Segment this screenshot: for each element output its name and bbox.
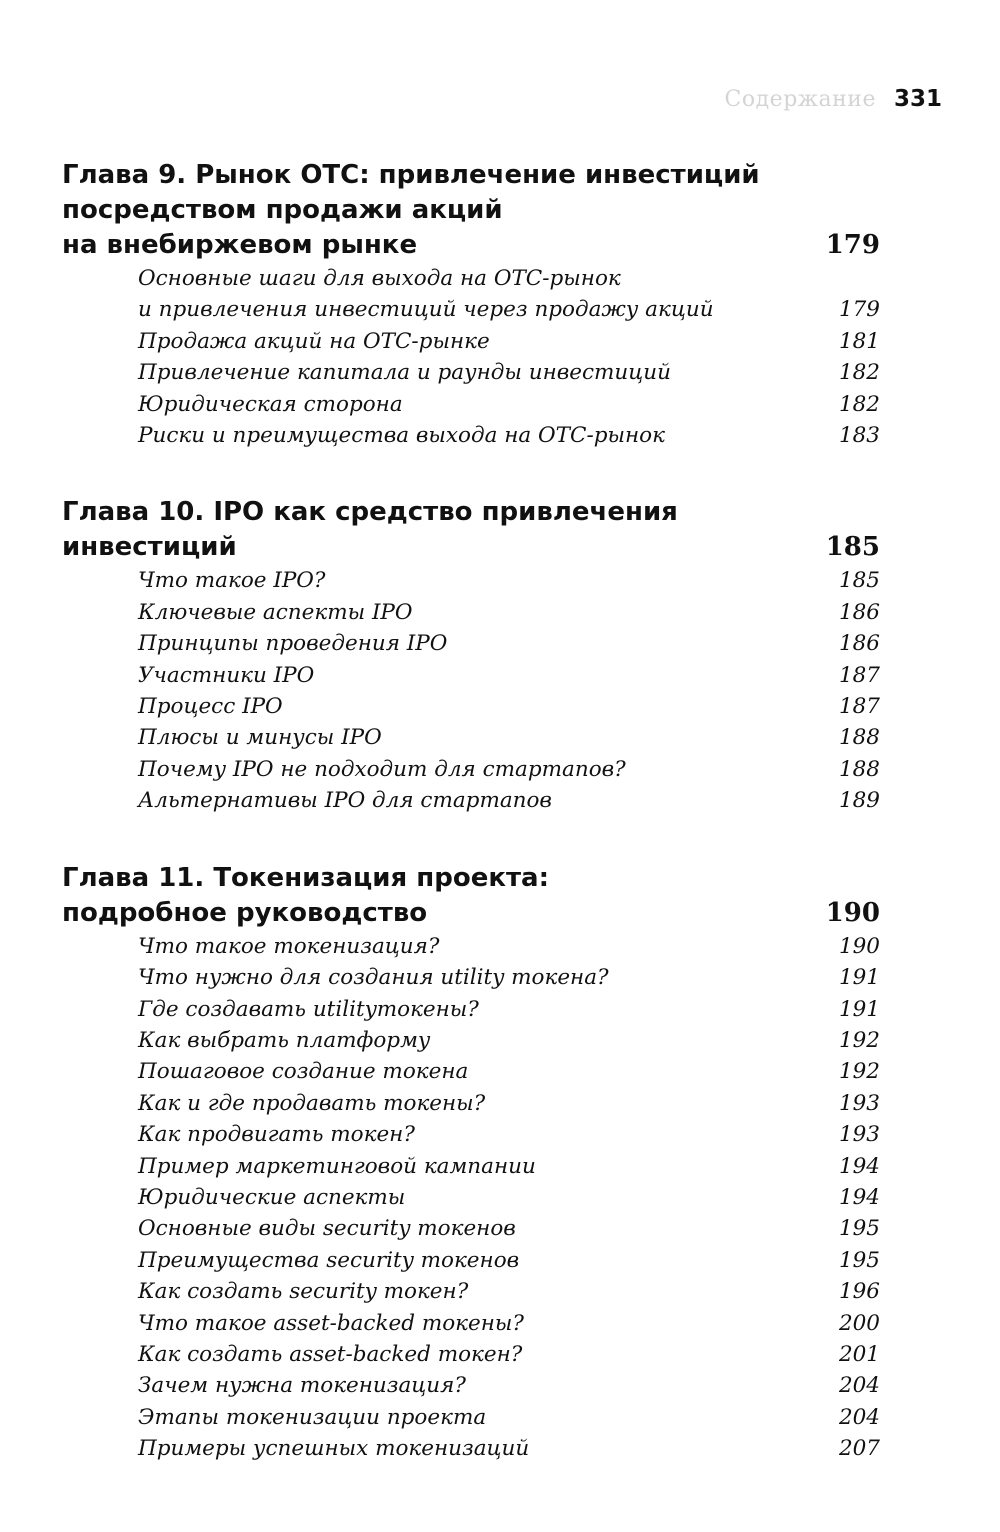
section-entry[interactable] <box>62 785 880 816</box>
section-title: Принципы проведения IPO <box>138 631 448 657</box>
section-entry[interactable] <box>62 263 880 326</box>
section-entry[interactable] <box>62 722 880 753</box>
toc-chapter <box>62 495 880 816</box>
chapter-heading[interactable] <box>62 158 880 263</box>
section-entry[interactable] <box>62 1339 880 1370</box>
section-page-number: 194 <box>838 1184 880 1210</box>
section-entry[interactable] <box>62 1119 880 1150</box>
section-page-number: 194 <box>838 1153 880 1179</box>
section-page-number: 204 <box>838 1404 880 1430</box>
section-entry[interactable] <box>62 357 880 388</box>
section-entry[interactable] <box>62 326 880 357</box>
section-page-number: 189 <box>838 788 880 814</box>
section-page-number: 183 <box>838 423 880 449</box>
section-entry[interactable] <box>62 1056 880 1087</box>
section-title: Что такое IPO? <box>138 568 326 594</box>
running-head-title: Содержание <box>724 87 876 112</box>
section-title: Как создать security токен? <box>138 1279 469 1305</box>
section-title: Плюсы и минусы IPO <box>138 725 382 751</box>
section-title: Что такое токенизация? <box>138 933 440 959</box>
section-entry[interactable] <box>62 565 880 596</box>
section-title: Юридическая сторона <box>138 391 403 417</box>
section-page-number: 188 <box>838 756 880 782</box>
section-title: Продажа акций на OTC-рынке <box>138 328 490 354</box>
section-page-number: 190 <box>838 933 880 959</box>
section-page-number: 191 <box>838 996 880 1022</box>
chapter-title: Глава 9. Рынок OTC: привлечение инвестиций посредством продажи акций на внебиржевом рынке <box>62 160 760 260</box>
section-entry[interactable] <box>62 1182 880 1213</box>
section-entry[interactable] <box>62 420 880 451</box>
chapter-title: Глава 10. IPO как средство привлечения инвестиций <box>62 497 678 563</box>
toc-chapter <box>62 861 880 1465</box>
section-page-number: 191 <box>838 965 880 991</box>
section-page-number: 200 <box>838 1310 880 1336</box>
section-title: Процесс IPO <box>138 694 283 720</box>
chapter-heading[interactable] <box>62 495 880 565</box>
section-title: Как создать asset-backed токен? <box>138 1341 523 1367</box>
section-title: Как выбрать платформу <box>138 1027 431 1053</box>
section-entry[interactable] <box>62 1276 880 1307</box>
section-title: Преимущества security токенов <box>138 1247 520 1273</box>
section-title: Что нужно для создания utility токена? <box>138 965 609 991</box>
section-title: Как и где продавать токены? <box>138 1090 486 1116</box>
section-title: Что такое asset-backed токены? <box>138 1310 524 1336</box>
section-title: Привлечение капитала и раунды инвестиций <box>138 360 671 386</box>
section-entry[interactable] <box>62 1088 880 1119</box>
chapter-heading[interactable] <box>62 861 880 931</box>
section-page-number: 192 <box>838 1027 880 1053</box>
section-entry[interactable] <box>62 660 880 691</box>
section-page-number: 192 <box>838 1059 880 1085</box>
section-title: Основные виды security токенов <box>138 1216 516 1242</box>
chapter-page-number: 190 <box>825 897 880 928</box>
section-title: Где создавать utilityтокены? <box>138 996 479 1022</box>
section-list <box>62 565 880 816</box>
toc-chapter <box>62 158 880 451</box>
table-of-contents <box>62 158 880 1465</box>
running-head <box>725 86 942 112</box>
section-title: Почему IPO не подходит для стартапов? <box>138 756 626 782</box>
section-entry[interactable] <box>62 1025 880 1056</box>
section-page-number: 195 <box>838 1216 880 1242</box>
section-page-number: 182 <box>838 360 880 386</box>
section-entry[interactable] <box>62 1402 880 1433</box>
page-number: 331 <box>893 86 942 112</box>
section-title: Зачем нужна токенизация? <box>138 1373 466 1399</box>
section-entry[interactable] <box>62 628 880 659</box>
section-page-number: 186 <box>838 599 880 625</box>
section-title: Примеры успешных токенизаций <box>138 1436 530 1462</box>
section-title: Основные шаги для выхода на OTC-рынок и привлечения инвестиций через продажу акций <box>138 266 714 323</box>
section-entry[interactable] <box>62 1370 880 1401</box>
section-title: Пошаговое создание токена <box>138 1059 469 1085</box>
chapter-page-number: 179 <box>825 230 880 260</box>
section-title: Пример маркетинговой кампании <box>138 1153 536 1179</box>
section-page-number: 181 <box>838 328 880 354</box>
section-page-number: 204 <box>838 1373 880 1399</box>
section-entry[interactable] <box>62 931 880 962</box>
section-title: Как продвигать токен? <box>138 1122 415 1148</box>
section-entry[interactable] <box>62 1433 880 1464</box>
chapter-title: Глава 11. Токенизация проекта: подробное руководство <box>62 862 549 928</box>
section-entry[interactable] <box>62 597 880 628</box>
section-entry[interactable] <box>62 1213 880 1244</box>
section-entry[interactable] <box>62 389 880 420</box>
section-list <box>62 931 880 1465</box>
section-page-number: 182 <box>838 391 880 417</box>
section-page-number: 207 <box>838 1436 880 1462</box>
section-title: Участники IPO <box>138 662 315 688</box>
section-page-number: 187 <box>838 694 880 720</box>
section-entry[interactable] <box>62 962 880 993</box>
section-title: Этапы токенизации проекта <box>138 1404 487 1430</box>
section-title: Риски и преимущества выхода на OTC-рынок <box>138 423 665 449</box>
section-page-number: 179 <box>838 297 880 323</box>
section-entry[interactable] <box>62 1308 880 1339</box>
section-title: Юридические аспекты <box>138 1184 406 1210</box>
section-page-number: 186 <box>838 631 880 657</box>
section-entry[interactable] <box>62 994 880 1025</box>
section-entry[interactable] <box>62 691 880 722</box>
section-page-number: 187 <box>838 662 880 688</box>
section-page-number: 193 <box>838 1122 880 1148</box>
section-page-number: 188 <box>838 725 880 751</box>
section-title: Альтернативы IPO для стартапов <box>138 788 552 814</box>
section-entry[interactable] <box>62 1245 880 1276</box>
section-page-number: 201 <box>838 1341 880 1367</box>
section-title: Ключевые аспекты IPO <box>138 599 413 625</box>
chapter-page-number: 185 <box>825 532 880 563</box>
section-list <box>62 263 880 451</box>
section-page-number: 193 <box>838 1090 880 1116</box>
section-page-number: 196 <box>838 1279 880 1305</box>
section-entry[interactable] <box>62 754 880 785</box>
section-page-number: 195 <box>838 1247 880 1273</box>
section-page-number: 185 <box>838 568 880 594</box>
section-entry[interactable] <box>62 1151 880 1182</box>
